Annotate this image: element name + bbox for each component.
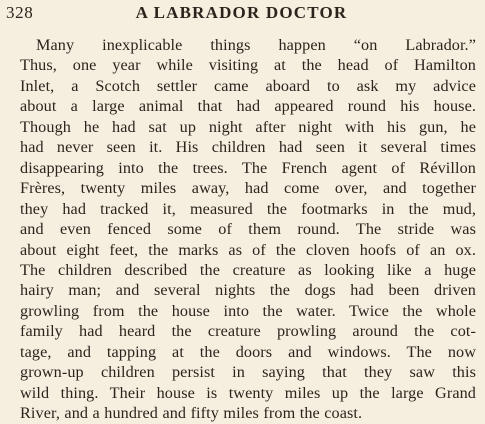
text-line: grown-up children persist in saying that they saw this	[20, 363, 476, 382]
text-line: family had heard the creature prowling around the cot-	[20, 322, 476, 341]
text-line: hairy man; and several nights the dogs had been driven	[20, 281, 476, 300]
text-line: Thus, one year while visiting at the head of Hamilton	[20, 56, 476, 75]
text-line: had never seen it. His children had seen it several times	[20, 138, 476, 157]
text-line: growling from the house into the water. Twice the whole	[20, 301, 476, 320]
text-line: Inlet, a Scotch settler came aboard to ask my advice	[20, 76, 476, 95]
text-line: about eight feet, the marks as of the cloven hoofs of an ox.	[20, 240, 476, 259]
body-paragraph	[20, 35, 476, 424]
running-head	[6, 3, 477, 25]
text-line: Though he had sat up night after night with his gun, he	[20, 117, 476, 136]
text-line: wild thing. Their house is twenty miles up the large Grand	[20, 383, 476, 402]
text-line: about a large animal that had appeared round his house.	[20, 97, 476, 116]
text-line: Many inexplicable things happen “on Labrador.”	[36, 36, 476, 54]
page-number: 328	[6, 3, 34, 22]
text-line: tage, and tapping at the doors and windows. The now	[20, 342, 476, 361]
text-line: and even fenced some of them round. The stride was	[20, 220, 476, 239]
text-line: River, and a hundred and fifty miles from the coast.	[20, 404, 363, 423]
text-line: they had tracked it, measured the footmarks in the mud,	[20, 199, 476, 218]
text-line: Frères, twenty miles away, had come over, and together	[20, 179, 476, 198]
running-title: A LABRADOR DOCTOR	[135, 3, 348, 22]
text-line: disappearing into the trees. The French agent of Révillon	[20, 158, 476, 177]
text-line: The children described the creature as looking like a huge	[20, 260, 476, 279]
